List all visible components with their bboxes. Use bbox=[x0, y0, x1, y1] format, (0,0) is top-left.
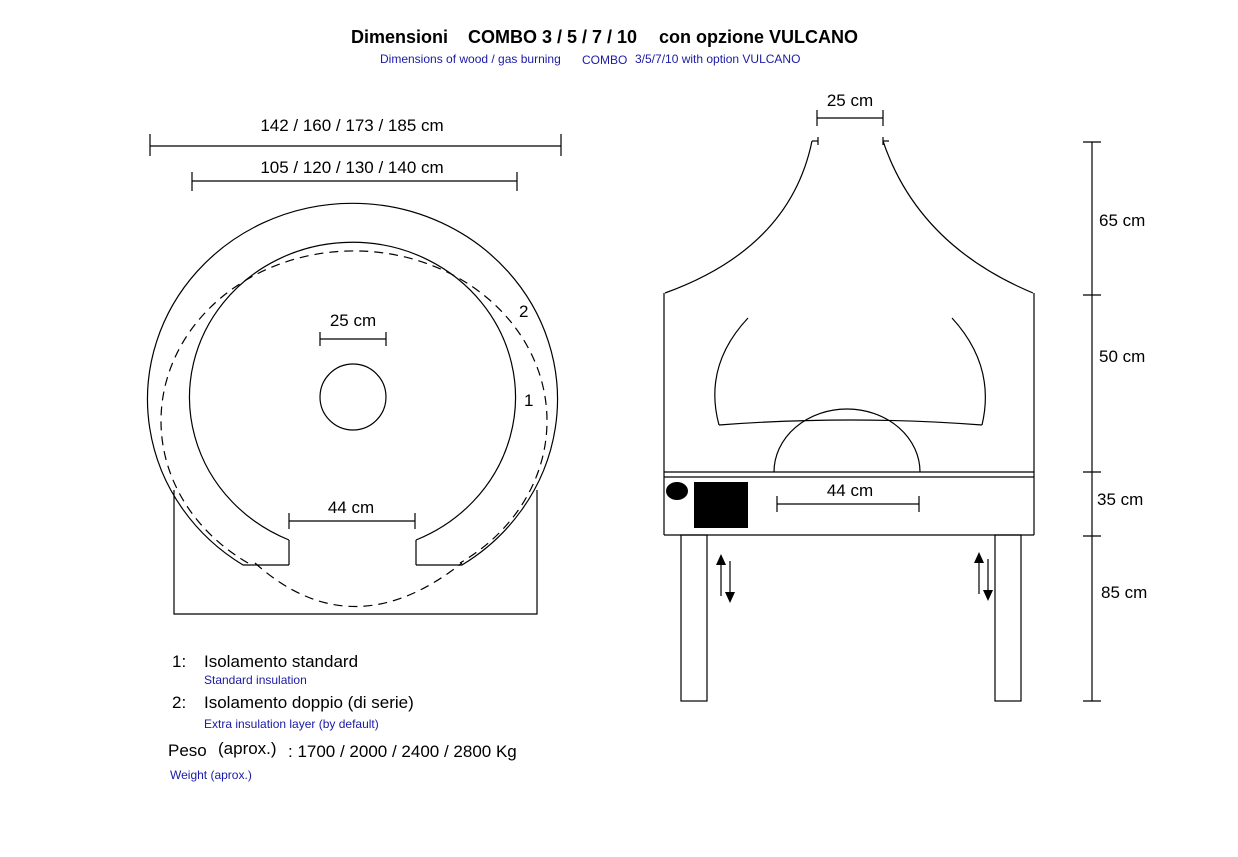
flue-circle bbox=[320, 364, 386, 430]
legend-item2-num: 2: bbox=[172, 693, 187, 712]
top-view bbox=[148, 116, 562, 614]
subtitle-a: Dimensions of wood / gas burning bbox=[380, 52, 561, 66]
legend bbox=[168, 652, 517, 782]
height-base-label: 35 cm bbox=[1097, 490, 1144, 509]
door-arch bbox=[774, 409, 920, 472]
height-legs-label: 85 cm bbox=[1101, 583, 1148, 602]
legend-item1-num: 1: bbox=[172, 652, 187, 671]
leg-left bbox=[681, 535, 707, 701]
title-model: COMBO 3 / 5 / 7 / 10 bbox=[468, 27, 638, 47]
dome-right bbox=[952, 318, 985, 425]
burner-box bbox=[694, 482, 748, 528]
dome-left bbox=[715, 318, 748, 425]
side-door-label: 44 cm bbox=[826, 481, 874, 500]
weight-en: Weight (aprox.) bbox=[170, 768, 252, 782]
door-width-label: 44 cm bbox=[327, 498, 375, 517]
hood-left-curve bbox=[665, 141, 812, 293]
legend-item2-label: Isolamento doppio (di serie) bbox=[204, 693, 414, 712]
subtitle-c: 3/5/7/10 with option VULCANO bbox=[635, 52, 801, 66]
legend-item1-en: Standard insulation bbox=[204, 673, 307, 687]
inner-width-label: 105 / 120 / 130 / 140 cm bbox=[260, 158, 444, 177]
inner-dome-arc bbox=[190, 242, 516, 540]
height-dome-label: 50 cm bbox=[1099, 347, 1146, 366]
height-hood-label: 65 cm bbox=[1099, 211, 1146, 230]
floor-dashed-arc bbox=[255, 563, 462, 607]
side-view bbox=[664, 91, 1147, 701]
adjust-arrows-right bbox=[974, 552, 993, 601]
side-flue-label: 25 cm bbox=[826, 91, 874, 110]
leg-right bbox=[995, 535, 1021, 701]
title-prefix: Dimensioni bbox=[351, 27, 449, 47]
burner-knob bbox=[666, 482, 688, 500]
marker-1: 1 bbox=[524, 391, 534, 410]
adjust-arrows-left bbox=[716, 554, 735, 603]
weight-aprox: (aprox.) bbox=[218, 739, 277, 758]
hood-right-curve bbox=[883, 141, 1033, 293]
flue-diameter-label: 25 cm bbox=[329, 311, 377, 330]
weight-label: Peso bbox=[168, 741, 207, 760]
legend-item2-en: Extra insulation layer (by default) bbox=[204, 717, 379, 731]
legend-item1-label: Isolamento standard bbox=[204, 652, 359, 671]
marker-2: 2 bbox=[519, 302, 529, 321]
outer-width-label: 142 / 160 / 173 / 185 cm bbox=[260, 116, 444, 135]
title-suffix: con opzione VULCANO bbox=[659, 27, 858, 47]
weight-value: : 1700 / 2000 / 2400 / 2800 Kg bbox=[288, 742, 517, 761]
dome-base bbox=[719, 420, 982, 425]
subtitle-b: COMBO bbox=[582, 53, 628, 67]
